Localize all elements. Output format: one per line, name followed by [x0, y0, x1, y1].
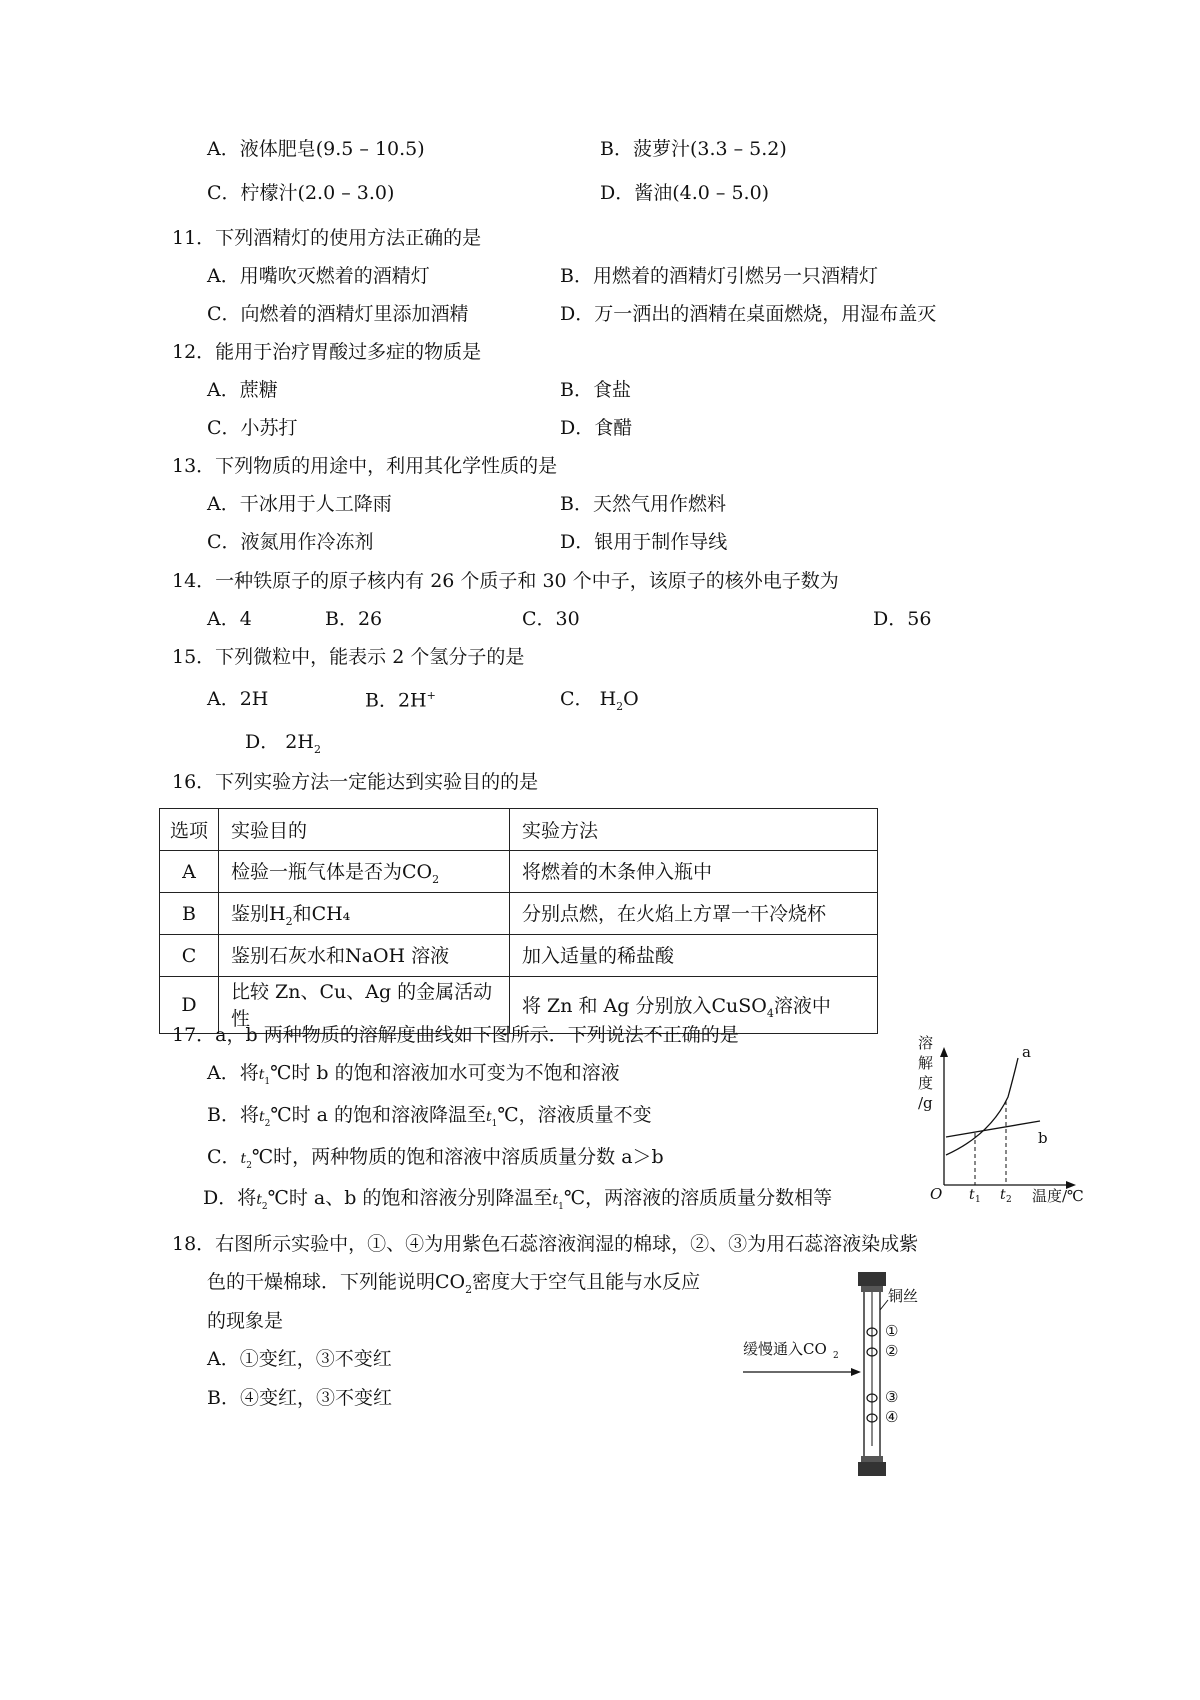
- y-axis-label: 度: [918, 1074, 934, 1092]
- q11-option-d: D．万一洒出的酒精在桌面燃烧，用湿布盖灭: [560, 303, 937, 325]
- t1-label: t: [969, 1187, 975, 1203]
- y-axis-label: 溶: [918, 1034, 934, 1052]
- q17-option-c: C．$t_2℃$时，两种物质的饱和溶液中溶质质量分数 a＞b: [207, 1146, 664, 1171]
- table-cell: 将燃着的木条伸入瓶中: [510, 851, 878, 893]
- table-cell: 检验一瓶气体是否为$CO_2$: [219, 851, 510, 893]
- table-header: 选项: [160, 809, 219, 851]
- t2-subscript: 2: [1006, 1195, 1012, 1205]
- table-row: [160, 893, 878, 935]
- co2-inlet-label: 缓慢通入CO: [743, 1340, 827, 1358]
- origin-label: O: [930, 1185, 943, 1203]
- t2-label: t: [1000, 1187, 1006, 1203]
- table-cell: 鉴别石灰水和NaOH 溶液: [219, 935, 510, 977]
- table-header: 实验方法: [510, 809, 878, 851]
- table-cell: 加入适量的稀盐酸: [510, 935, 878, 977]
- q14-option-c: C．30: [522, 608, 580, 630]
- q18-stem-line2: 色的干燥棉球．下列能说明$CO_2$密度大于空气且能与水反应: [207, 1271, 701, 1296]
- q10-option-b: B．菠萝汁(3.3 – 5.2): [600, 138, 787, 160]
- q12-option-a: A．蔗糖: [207, 379, 278, 401]
- table-header: 实验目的: [219, 809, 510, 851]
- q18-option-a: A．①变红，③不变红: [207, 1348, 392, 1370]
- q14-stem: 14．一种铁原子的原子核内有 26 个质子和 30 个中子，该原子的核外电子数为: [172, 570, 839, 592]
- q13-option-c: C．液氮用作冷冻剂: [207, 531, 374, 553]
- table-cell: 比较 Zn、Cu、Ag 的金属活动性: [219, 977, 510, 1034]
- wire-label-leader: [880, 1300, 888, 1310]
- q11-option-b: B．用燃着的酒精灯引燃另一只酒精灯: [560, 265, 878, 287]
- table-cell: 分别点燃，在火焰上方罩一干冷烧杯: [510, 893, 878, 935]
- q15-option-a: A．2H: [207, 688, 269, 710]
- curve-a: [946, 1058, 1018, 1155]
- top-stopper: [858, 1272, 886, 1286]
- q18-option-b: B．④变红，③不变红: [207, 1387, 392, 1409]
- q17-option-b: B．将$t_2℃$时 a 的饱和溶液降温至$t_1℃$，溶液质量不变: [207, 1104, 652, 1129]
- table-cell: B: [160, 893, 219, 935]
- co2-inlet-subscript: 2: [833, 1351, 839, 1361]
- q12-stem: 12．能用于治疗胃酸过多症的物质是: [172, 341, 482, 363]
- q15-stem: 15．下列微粒中，能表示 2 个氢分子的是: [172, 646, 525, 668]
- q12-option-c: C．小苏打: [207, 417, 298, 439]
- table-cell: 鉴别$H_2$和CH₄: [219, 893, 510, 935]
- ball-label-2: ②: [885, 1342, 899, 1360]
- table-cell: C: [160, 935, 219, 977]
- q14-option-b: B．26: [325, 608, 383, 630]
- y-axis-label: /g: [918, 1094, 933, 1112]
- q17-option-a: A．将$t_1℃$时 b 的饱和溶液加水可变为不饱和溶液: [207, 1062, 620, 1087]
- x-axis-label: 温度/℃: [1032, 1187, 1084, 1205]
- q13-option-b: B．天然气用作燃料: [560, 493, 726, 515]
- table-header-row: [160, 809, 878, 851]
- co2-tube-apparatus-diagram: [735, 1270, 965, 1480]
- q14-option-d: D．56: [873, 608, 932, 630]
- q14-option-a: A．4: [207, 608, 252, 630]
- q15-option-c: C． $H_2O$: [560, 688, 639, 713]
- bottom-stopper-neck: [861, 1456, 883, 1462]
- table-cell: D: [160, 977, 219, 1034]
- table-row: [160, 851, 878, 893]
- experiment-table: [159, 808, 878, 1034]
- q12-option-d: D．食醋: [560, 417, 633, 439]
- q10-option-c: C．柠檬汁(2.0 – 3.0): [207, 182, 395, 204]
- table-row: [160, 935, 878, 977]
- table-cell: 将 Zn 和 Ag 分别放入CuSO$_4$溶液中: [510, 977, 878, 1034]
- curve-b-label: b: [1038, 1129, 1048, 1147]
- q13-option-d: D．银用于制作导线: [560, 531, 728, 553]
- q18-stem-line3: 的现象是: [207, 1310, 284, 1332]
- q15-option-b: B．2H+: [365, 689, 436, 712]
- q12-option-b: B．食盐: [560, 379, 631, 401]
- q13-stem: 13．下列物质的用途中，利用其化学性质的是: [172, 455, 558, 477]
- bottom-stopper: [858, 1462, 886, 1476]
- q13-option-a: A．干冰用于人工降雨: [207, 493, 392, 515]
- q10-option-d: D．酱油(4.0 – 5.0): [600, 182, 770, 204]
- table-cell: A: [160, 851, 219, 893]
- t1-subscript: 1: [975, 1195, 981, 1205]
- q11-stem: 11．下列酒精灯的使用方法正确的是: [172, 227, 482, 249]
- q11-option-c: C．向燃着的酒精灯里添加酒精: [207, 303, 469, 325]
- q17-stem: 17．a，b 两种物质的溶解度曲线如下图所示．下列说法不正确的是: [172, 1024, 739, 1046]
- q10-option-a: A．液体肥皂(9.5 – 10.5): [207, 138, 425, 160]
- curve-a-label: a: [1022, 1043, 1031, 1061]
- q11-option-a: A．用嘴吹灭燃着的酒精灯: [207, 265, 430, 287]
- y-axis-label: 解: [918, 1054, 934, 1072]
- copper-wire-label: 铜丝: [888, 1287, 919, 1305]
- y-axis-arrow: [940, 1047, 948, 1057]
- ball-label-3: ③: [885, 1388, 899, 1406]
- ball-label-1: ①: [885, 1322, 899, 1340]
- curve-b: [946, 1121, 1040, 1137]
- q15-option-d: D． $2H_2$: [245, 731, 321, 756]
- q16-stem: 16．下列实验方法一定能达到实验目的的是: [172, 771, 539, 793]
- co2-inlet-arrowhead: [851, 1368, 861, 1376]
- solubility-curve-diagram: [910, 1025, 1100, 1210]
- top-stopper-neck: [861, 1286, 883, 1292]
- q18-stem: 18．右图所示实验中，①、④为用紫色石蕊溶液润湿的棉球，②、③为用石蕊溶液染成紫: [172, 1233, 919, 1255]
- ball-label-4: ④: [885, 1408, 899, 1426]
- q17-option-d: D．将$t_2℃$时 a、b 的饱和溶液分别降温至$t_1℃$，两溶液的溶质质量分数相等: [203, 1187, 833, 1212]
